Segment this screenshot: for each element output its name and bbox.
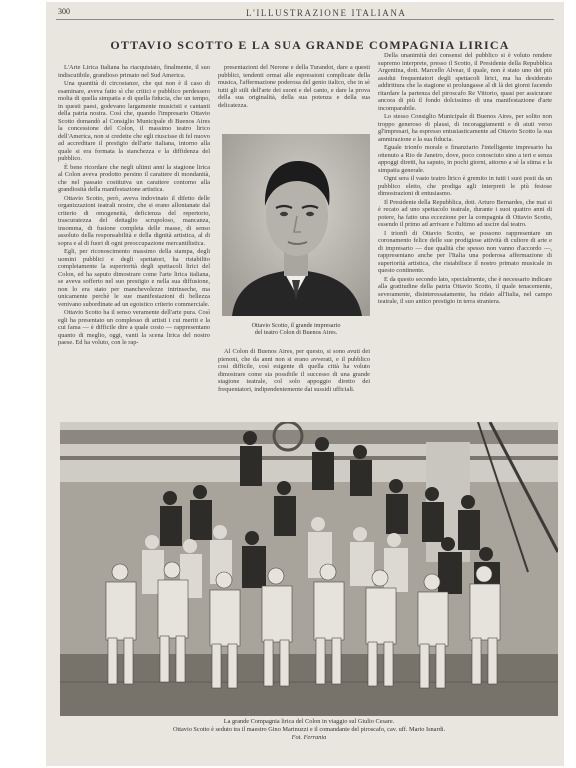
portrait-caption-line: Ottavio Scotto, il grande impresario: [251, 322, 341, 329]
paragraph: Ottavio Scotto ha il senso veramente dell'arte pura. Così egli ha presentato un complesso di artisti i cui meriti e la cui fama — è difficile dire a quale costo — rappresentano quanto di meglio, oggi, vanti la scena lirica del nostro paese. Ed ha voluto, con le rap-: [58, 309, 210, 346]
magazine-masthead: L'ILLUSTRAZIONE ITALIANA: [246, 8, 407, 18]
portrait-illustration: [222, 134, 370, 316]
article-column-right: [378, 52, 552, 408]
paragraph: Il Presidente della Repubblica, dott. Arturo Bernardes, che mai si è recato ad uno spettacolo teatrale, durante i suoi quattro anni di potere, ha fatto una eccezione per la compagnia di Ottavio Scotto, essendo il primo ad arrivare e l'ultimo ad uscire dal teatro.: [378, 198, 552, 228]
paragraph: Al Colon di Buenos Aires, per questo, si sono avuti dei pienoni, che da anni non si erano avverati, e il pubblico così difficile, così esigente di quella città ha voluto dimostrare come sia possibile il successo di una grande stagione teatrale, col solo appoggio diretto dei frequentatori, indipendentemente dai sussidi ufficiali.: [218, 348, 370, 393]
article-column-middle-bottom: [218, 348, 370, 408]
paragraph: Lo stesso Consiglio Municipale di Buenos Aires, per solito non troppo generoso di plausi, di incoraggiamenti e di aiuti verso gl'impresari, ha espresso entusiasticamente ad Ottavio Scotto la sua ammirazione e la sua fiducia.: [378, 113, 552, 143]
header-rule: [56, 19, 554, 20]
paragraph: I trionfi di Ottavio Scotto, se possono rappresentare un coronamento felice delle sue prodigiose attività di cultore di arte e di impresario — due qualità che spesso non vanno d'accordo —, rappresentano anche per l'Italia una poderosa affermazione di superiorità artistica, che ristabilisce il nostro primato musicale in questo continente.: [378, 229, 552, 274]
paragraph: presentazioni del Nerone e della Turandot, dare a questi pubblici, tendenti ormai alle espressioni complicate della musica, l'affermazione poderosa del genio italico, che in sè tutti gli stili dell'arte dei suoni e del canto, e dare la prova della sua originalità, della sua potenza e della sua delicatezza.: [218, 64, 370, 109]
paragraph: L'Arte Lirica Italiana ha riacquistato, finalmente, il suo indiscutibile, grandioso primato nel Sud America.: [58, 64, 210, 79]
article-headline: OTTAVIO SCOTTO E LA SUA GRANDE COMPAGNIA LIRICA: [110, 38, 510, 52]
photo-caption-line: La grande Compagnia lirica del Colon in viaggio sul Giulio Cesare.: [223, 718, 395, 725]
article-column-left: [58, 64, 210, 408]
paragraph: Ottavio Scotto, però, aveva indovinato il difetto delle organizzazioni teatrali nostre, che si erano allontanate dal criterio di omogeneità, deficienza del repertorio, trascuratezza del dettaglio scrupoloso, mancanza, insomma, di fusione completa delle masse, di senso assoluto della responsabilità e della dignità artistica, al di sopra e al di fuori di ogni preoccupazione mercantilistica.: [58, 194, 210, 247]
paragraph: Una quantità di circostanze, che qui non è il caso di esaminare, aveva fatto sì che critici e pubblico perdessero molta di quella simpatia e di quella fiducia, che un tempo, in questi paesi, godevano largamente musicisti e cantanti della patria nostra. Così che, quando l'impresario Ottavio Scotto domandò al Consiglio Municipale di Buenos Aires la concessione del Colon, il massimo teatro lirico dell'America, non si credette che egli riuscisse di fel nuovo ad accreditare il prestigio dell'arte italiana, intorno alla quale si era formata la stanchezza e la diffidenza del pubblico.: [58, 80, 210, 162]
portrait-caption: [222, 322, 370, 337]
group-photo-caption: [60, 718, 558, 742]
paragraph: Ogni sera il vasto teatro lirico è gremito in tutti i suoi posti da un pubblico eletto, che prodiga agli interpreti le più festose dimostrazioni di entusiasmo.: [378, 175, 552, 197]
portrait-photo: [222, 134, 370, 316]
photo-caption-line: Ottavio Scotto è seduto tra il maestro Gino Marinuzzi e il comandante del piroscafo, cav. uff. Mario Isnardi.: [172, 726, 446, 733]
paragraph: Egli, per riconoscimento massimo della stampa, degli uomini pubblici e degli spettatori, ha ristabilito completamente la superiorità degli spettacoli lirici del Colon, ed ha saputo dimostrare come l'arte lirica italiana, se aveva sofferto nel suo prestigio e nella sua diffusione, non lo era stato per manchevolezze intrinseche, ma unicamente perchè le sue manifestazioni di bellezza venivano subordinate ad un egoistico criterio commerciale.: [58, 248, 210, 308]
paragraph: Della unanimità dei consensi del pubblico si è voluto rendere supremo interprete, presso il Scotto, il Presidente della Repubblica Argentina, dott. Marcello Alvear, il quale, non è stato uno dei più assidui frequentatori degli spettacoli lirici, ma ha desiderato addirittura che la stagione si prolungasse al di là dei giorni facendo ritardare la partenza del piroscafo Re Vittorio, quasi per assicurare ancora di più il fondo dolcissimo di una manifestazione d'arte incomparabile.: [378, 52, 552, 112]
paragraph: Eguale trionfo morale e finanziario l'intelligente impresario ha ottenuto a Rio de Janeiro, dove, poco conosciuto sino a ieri e senza appoggi diretti, ha saputo, in pochi giorni, attorno a sè la stima e la simpatia generale.: [378, 144, 552, 174]
paragraph: E da questo secondo lato, specialmente, che è necessario indicare alla gratitudine della patria Ottavio Scotto, il quale tenacemente, severamente, disinteressatamente, ha ridato all'Italia, nel campo teatrale, il suo antico prestigio in terra straniera.: [378, 275, 552, 305]
group-photo-illustration: [60, 422, 558, 716]
paragraph: È bene ricordare che negli ultimi anni la stagione lirica al Colon aveva prodotto persino il carattere di mondanità, che nel passato costituiva un carattere contorno alla grandiosità della manifestazione artistica.: [58, 163, 210, 193]
photo-credit: Fot. Ferrania: [291, 734, 327, 741]
article-column-middle-top: [218, 64, 370, 130]
page-number: 300: [58, 7, 70, 16]
portrait-caption-line: del teatro Colon di Buenos Aires.: [254, 329, 338, 337]
group-photo: [60, 422, 558, 716]
magazine-page: [46, 2, 564, 766]
